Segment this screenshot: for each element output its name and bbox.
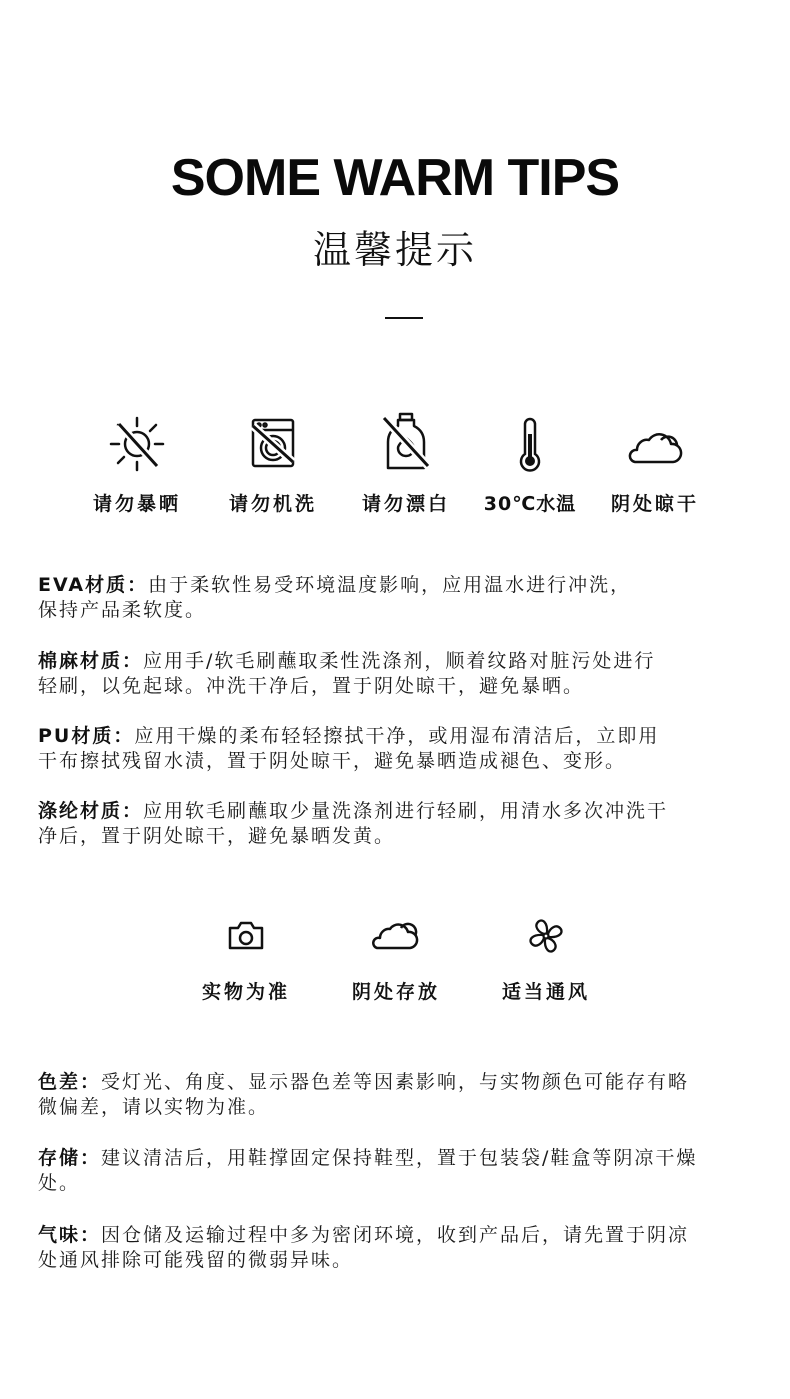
care-label: 请勿漂白 <box>361 493 450 515</box>
page-subtitle: 温馨提示 <box>312 228 477 272</box>
care-label: 请勿机洗 <box>228 493 317 515</box>
note-text: 受灯光、角度、显示器色差等因素影响，与实物颜色可能存有略 <box>101 1071 690 1093</box>
no-sun-icon <box>105 410 169 474</box>
notice-label: 实物为准 <box>201 981 290 1003</box>
title-divider <box>385 317 423 319</box>
note-name: 色差： <box>38 1071 102 1093</box>
camera-icon <box>222 912 270 960</box>
material-name: 涤纶材质： <box>38 800 144 822</box>
material-text: 由于柔软性易受环境温度影响，应用温水进行冲洗， <box>148 574 632 596</box>
cloud-icon <box>623 410 687 474</box>
material-name: 棉麻材质： <box>38 650 144 672</box>
note-text: 微偏差，请以实物为准。 <box>38 1096 270 1118</box>
material-text: 保持产品柔软度。 <box>38 599 207 621</box>
material-cotton-linen <box>38 649 758 699</box>
material-text: 应用干燥的柔布轻轻擦拭干净，或用湿布清洁后，立即用 <box>134 725 660 747</box>
material-eva <box>38 573 758 623</box>
no-machine-wash-icon <box>241 410 305 474</box>
material-name: PU材质： <box>38 725 135 747</box>
care-label: 请勿暴晒 <box>92 493 181 515</box>
note-color-difference <box>38 1070 758 1120</box>
material-name: EVA材质： <box>38 574 149 596</box>
no-bleach-icon <box>374 410 438 474</box>
material-pu <box>38 724 758 774</box>
material-polyester <box>38 799 758 849</box>
note-text: 建议清洁后，用鞋撑固定保持鞋型，置于包装袋/鞋盒等阴凉干燥 <box>101 1147 698 1169</box>
note-text: 处通风排除可能残留的微弱异味。 <box>38 1249 354 1271</box>
care-label: 阴处晾干 <box>610 493 699 515</box>
fan-icon <box>522 912 570 960</box>
note-odor <box>38 1223 758 1273</box>
note-name: 存储： <box>38 1147 102 1169</box>
notice-label: 阴处存放 <box>351 981 440 1003</box>
note-text: 因仓储及运输过程中多为密闭环境，收到产品后，请先置于阴凉 <box>101 1224 690 1246</box>
care-label: 30℃水温 <box>483 493 577 515</box>
thermometer-icon <box>498 410 562 474</box>
material-text: 轻刷，以免起球。冲洗干净后，置于阴处晾干，避免暴晒。 <box>38 675 585 697</box>
cloud-icon <box>372 912 420 960</box>
note-name: 气味： <box>38 1224 102 1246</box>
material-text: 净后，置于阴处晾干，避免暴晒发黄。 <box>38 825 396 847</box>
material-text: 应用手/软毛刷蘸取柔性洗涤剂，顺着纹路对脏污处进行 <box>143 650 656 672</box>
material-text: 干布擦拭残留水渍，置于阴处晾干，避免暴晒造成褪色、变形。 <box>38 750 627 772</box>
note-text: 处。 <box>38 1172 81 1194</box>
material-text: 应用软毛刷蘸取少量洗涤剂进行轻刷，用清水多次冲洗干 <box>143 800 669 822</box>
note-storage <box>38 1146 758 1196</box>
notice-label: 适当通风 <box>501 981 590 1003</box>
page-title: SOME WARM TIPS <box>170 149 620 207</box>
